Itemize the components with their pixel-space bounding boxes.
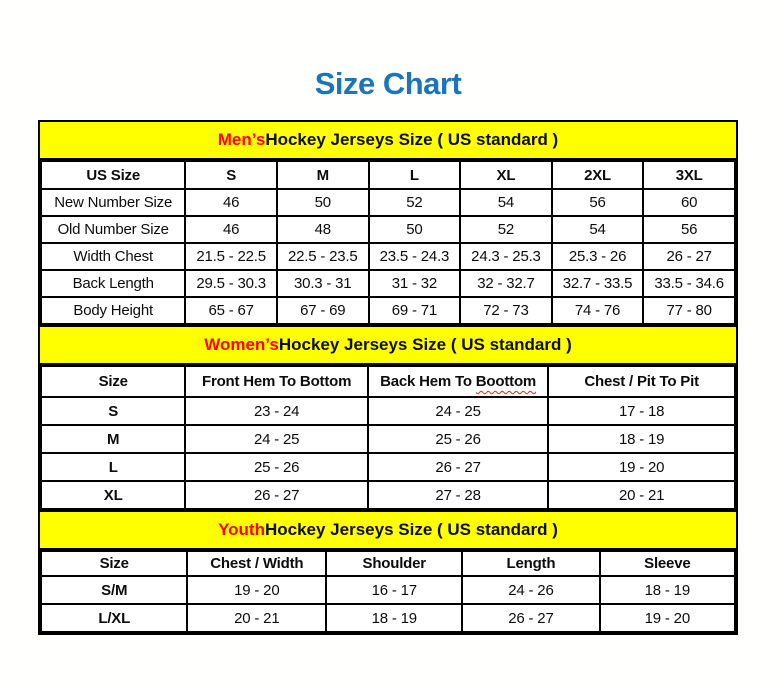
value-cell: 72 - 73 — [460, 297, 552, 324]
row-label-cell: Width Chest — [41, 243, 185, 270]
value-cell: 32.7 - 33.5 — [552, 270, 644, 297]
band-highlight: Women’s — [204, 335, 279, 354]
value-cell: 77 - 80 — [643, 297, 735, 324]
header-row — [41, 551, 735, 576]
band-highlight: Men’s — [217, 130, 266, 149]
value-cell: 69 - 71 — [369, 297, 461, 324]
header-row — [41, 366, 735, 397]
value-cell: 54 — [552, 216, 644, 243]
table-row — [41, 189, 735, 216]
value-cell: 46 — [185, 216, 277, 243]
value-cell: 24 - 25 — [368, 397, 548, 425]
value-cell: 24.3 - 25.3 — [460, 243, 552, 270]
column-header: Chest / Width — [187, 551, 326, 576]
table-row — [41, 576, 735, 604]
column-header: US Size — [41, 161, 185, 189]
column-header: Size — [41, 551, 187, 576]
column-header: 2XL — [552, 161, 644, 189]
value-cell: 27 - 28 — [368, 481, 548, 509]
row-label-cell: L — [41, 453, 185, 481]
column-header: Chest / Pit To Pit — [548, 366, 735, 397]
value-cell: 19 - 20 — [187, 576, 326, 604]
column-header: Sleeve — [600, 551, 735, 576]
value-cell: 26 - 27 — [368, 453, 548, 481]
value-cell: 22.5 - 23.5 — [277, 243, 369, 270]
value-cell: 26 - 27 — [643, 243, 735, 270]
value-cell: 24 - 25 — [185, 425, 368, 453]
column-header: S — [185, 161, 277, 189]
row-label-cell: L/XL — [41, 604, 187, 632]
band-text: Hockey Jerseys Size ( US standard ) — [264, 520, 558, 539]
value-cell: 26 - 27 — [185, 481, 368, 509]
size-chart-table — [38, 120, 738, 635]
value-cell: 52 — [460, 216, 552, 243]
value-cell: 19 - 20 — [548, 453, 735, 481]
value-cell: 46 — [185, 189, 277, 216]
value-cell: 21.5 - 22.5 — [185, 243, 277, 270]
column-header: Shoulder — [326, 551, 462, 576]
value-cell: 67 - 69 — [277, 297, 369, 324]
section-youth — [40, 510, 736, 633]
value-cell: 20 - 21 — [187, 604, 326, 632]
value-cell: 54 — [460, 189, 552, 216]
value-cell: 31 - 32 — [369, 270, 461, 297]
row-label-cell: S — [41, 397, 185, 425]
section-mens — [40, 122, 736, 325]
table-row — [41, 397, 735, 425]
row-label-cell: New Number Size — [41, 189, 185, 216]
section-band-womens — [40, 325, 736, 365]
value-cell: 16 - 17 — [326, 576, 462, 604]
value-cell: 60 — [643, 189, 735, 216]
column-header: XL — [460, 161, 552, 189]
value-cell: 25 - 26 — [185, 453, 368, 481]
womens-table — [40, 365, 736, 510]
band-highlight: Youth — [218, 520, 265, 539]
value-cell: 25 - 26 — [368, 425, 548, 453]
table-row — [41, 297, 735, 324]
row-label-cell: M — [41, 425, 185, 453]
column-header: M — [277, 161, 369, 189]
value-cell: 48 — [277, 216, 369, 243]
misspelled-word: Boottom — [475, 373, 537, 390]
value-cell: 18 - 19 — [548, 425, 735, 453]
column-header: Front Hem To Bottom — [185, 366, 368, 397]
value-cell: 30.3 - 31 — [277, 270, 369, 297]
column-header: L — [369, 161, 461, 189]
value-cell: 65 - 67 — [185, 297, 277, 324]
value-cell: 18 - 19 — [326, 604, 462, 632]
table-row — [41, 216, 735, 243]
value-cell: 18 - 19 — [600, 576, 735, 604]
row-label-cell: XL — [41, 481, 185, 509]
value-cell: 20 - 21 — [548, 481, 735, 509]
column-header: 3XL — [643, 161, 735, 189]
band-text: Hockey Jerseys Size ( US standard ) — [265, 130, 559, 149]
column-header: Size — [41, 366, 185, 397]
value-cell: 56 — [643, 216, 735, 243]
table-row — [41, 243, 735, 270]
value-cell: 26 - 27 — [462, 604, 599, 632]
table-row — [41, 604, 735, 632]
value-cell: 17 - 18 — [548, 397, 735, 425]
value-cell: 32 - 32.7 — [460, 270, 552, 297]
mens-table — [40, 160, 736, 325]
section-band-youth — [40, 510, 736, 550]
value-cell: 50 — [369, 216, 461, 243]
header-row — [41, 161, 735, 189]
value-cell: 19 - 20 — [600, 604, 735, 632]
value-cell: 33.5 - 34.6 — [643, 270, 735, 297]
value-cell: 50 — [277, 189, 369, 216]
youth-table — [40, 550, 736, 633]
band-text: Hockey Jerseys Size ( US standard ) — [278, 335, 572, 354]
table-row — [41, 481, 735, 509]
section-womens — [40, 325, 736, 510]
value-cell: 29.5 - 30.3 — [185, 270, 277, 297]
value-cell: 23 - 24 — [185, 397, 368, 425]
column-header: Length — [462, 551, 599, 576]
value-cell: 25.3 - 26 — [552, 243, 644, 270]
column-header: Back Hem To Boottom — [368, 366, 548, 397]
row-label-cell: Old Number Size — [41, 216, 185, 243]
value-cell: 52 — [369, 189, 461, 216]
table-row — [41, 453, 735, 481]
table-row — [41, 270, 735, 297]
section-band-mens — [40, 122, 736, 160]
row-label-cell: S/M — [41, 576, 187, 604]
value-cell: 23.5 - 24.3 — [369, 243, 461, 270]
row-label-cell: Back Length — [41, 270, 185, 297]
page-title: Size Chart — [314, 66, 462, 101]
value-cell: 24 - 26 — [462, 576, 599, 604]
value-cell: 56 — [552, 189, 644, 216]
table-row — [41, 425, 735, 453]
row-label-cell: Body Height — [41, 297, 185, 324]
value-cell: 74 - 76 — [552, 297, 644, 324]
